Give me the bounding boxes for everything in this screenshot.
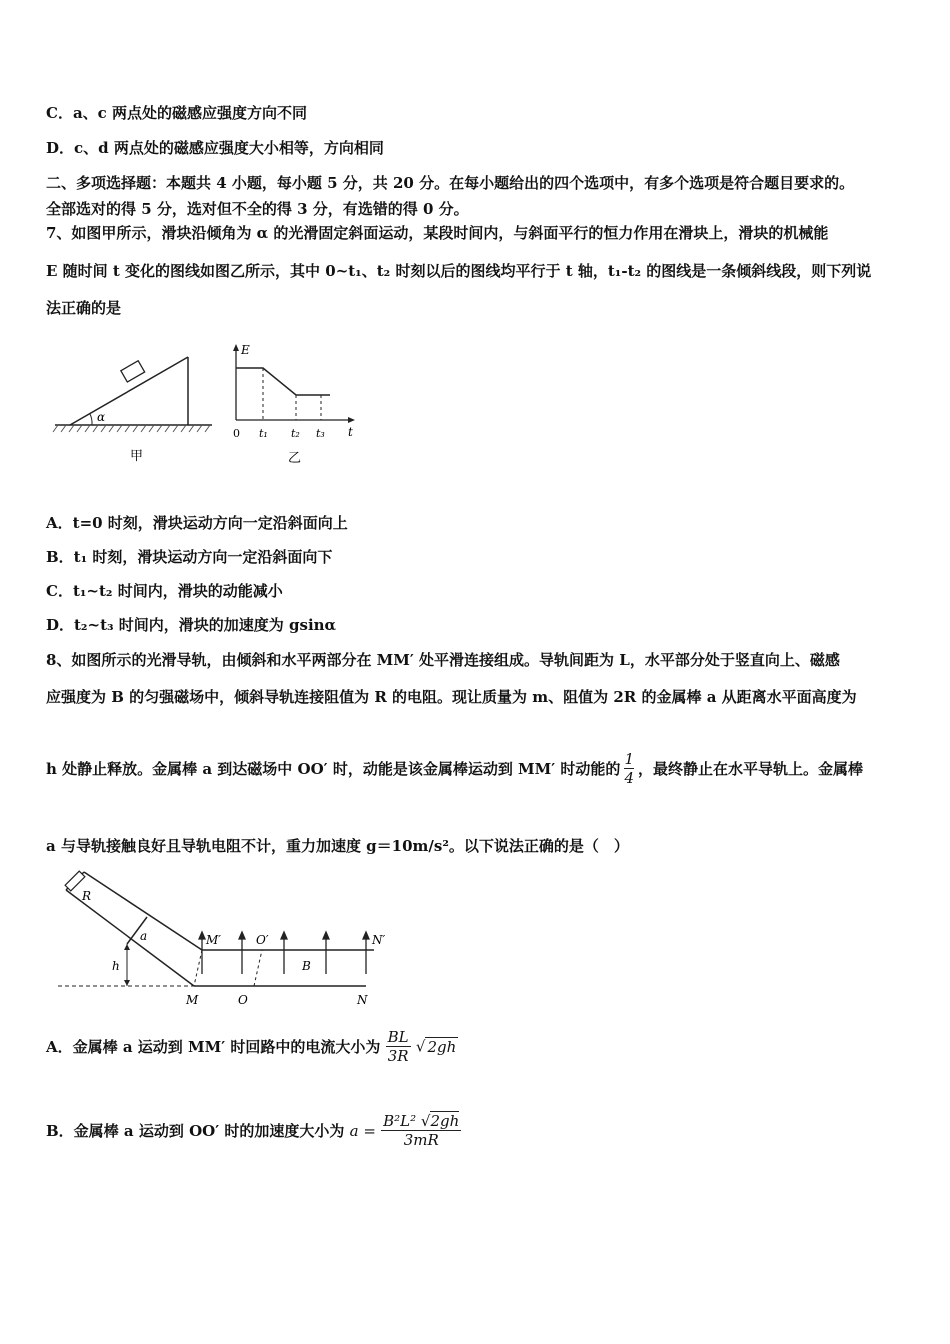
q6-option-d: D．c、d 两点处的磁感应强度大小相等，方向相同 (46, 139, 384, 157)
section2-instructions-2: 全部选对的得 5 分，选对但不全的得 3 分，有选错的得 0 分。 (46, 200, 469, 218)
q7-figure-incline (50, 340, 220, 470)
q7-option-d: D．t₂~t₃ 时间内，滑块的加速度为 gsinα (46, 616, 337, 634)
axis-t-label: t (348, 425, 353, 439)
angle-label: α (97, 410, 106, 424)
q7-option-a: A．t=0 时刻，滑块运动方向一定沿斜面向上 (46, 514, 348, 532)
q8-stem-2: 应强度为 B 的匀强磁场中，倾斜导轨连接阻值为 R 的电阻。现让质量为 m、阻值为 2R 的金属棒 a 从距离水平面高度为 (46, 688, 857, 706)
label-m: M (186, 993, 199, 1007)
q8-stem-3: h 处静止释放。金属棒 a 到达磁场中 OO′ 时，动能是该金属棒运动到 MM′ 时动能的 $\frac{1}{4}$ ，最终静止在水平导轨上。金属棒 (46, 750, 863, 787)
axis-e-label: E (241, 343, 250, 357)
label-n: N (357, 993, 368, 1007)
tick-t2: t₂ (291, 427, 300, 440)
label-o-prime: O′ (256, 933, 269, 947)
q7-stem-1: 7、如图甲所示，滑块沿倾角为 α 的光滑固定斜面运动，某段时间内，与斜面平行的恒力作用在滑块上，滑块的机械能 (46, 224, 829, 242)
resistor-label: R (82, 889, 92, 903)
height-label: h (112, 959, 120, 973)
q8-option-a: A．金属棒 a 运动到 MM′ 时回路中的电流大小为 $\frac{BL}{3R}$ √ 2gh (46, 1028, 457, 1065)
field-b-label: B (302, 959, 311, 973)
tick-0: 0 (233, 427, 240, 440)
rod-a-label: a (140, 929, 148, 943)
q8-stem-4: a 与导轨接触良好且导轨电阻不计，重力加速度 g＝10m/s²。以下说法正确的是（ ） (46, 837, 629, 855)
formula-bl-over-3r: $\frac{BL}{3R}$ (387, 1028, 409, 1065)
tick-t1: t₁ (259, 427, 268, 440)
q8-figure-rails (54, 868, 394, 1013)
q7-figure-energy-graph (226, 340, 366, 470)
q7-stem-3: 法正确的是 (46, 299, 122, 317)
energy-curve (236, 368, 330, 395)
fraction-one-quarter: $\frac{1}{4}$ (624, 750, 634, 787)
q8-stem-1: 8、如图所示的光滑导轨，由倾斜和水平两部分在 MM′ 处平滑连接组成。导轨间距为 L，水平部分处于竖直向上、磁感 (46, 651, 840, 669)
label-n-prime: N′ (372, 933, 386, 947)
section2-instructions-1: 二、多项选择题：本题共 4 小题，每小题 5 分，共 20 分。在每小题给出的四个选项中，有多个选项是符合题目要求的。 (46, 174, 855, 192)
formula-sqrt-2gh: √ 2gh (415, 1037, 457, 1056)
figure-jia-caption: 甲 (130, 449, 144, 464)
formula-acceleration: $\frac{\text{B²L² √2gh}}{3mR}$ (383, 1112, 460, 1149)
q6-option-c: C．a、c 两点处的磁感应强度方向不同 (46, 104, 308, 122)
q7-option-c: C．t₁~t₂ 时间内，滑块的动能减小 (46, 582, 283, 600)
label-o: O (238, 993, 248, 1007)
slider-block (121, 361, 145, 382)
label-m-prime: M′ (206, 933, 222, 947)
q7-option-b: B．t₁ 时刻，滑块运动方向一定沿斜面向下 (46, 548, 333, 566)
tick-t3: t₃ (316, 427, 325, 440)
q8-option-b: B．金属棒 a 运动到 OO′ 时的加速度大小为 a = $\frac{\text{B²L² √2gh}}{3mR}$ (46, 1112, 460, 1149)
q7-stem-2: E 随时间 t 变化的图线如图乙所示，其中 0~t₁、t₂ 时刻以后的图线均平行于 t 轴，t₁-t₂ 的图线是一条倾斜线段，则下列说 (46, 262, 872, 280)
figure-yi-caption: 乙 (288, 451, 302, 466)
